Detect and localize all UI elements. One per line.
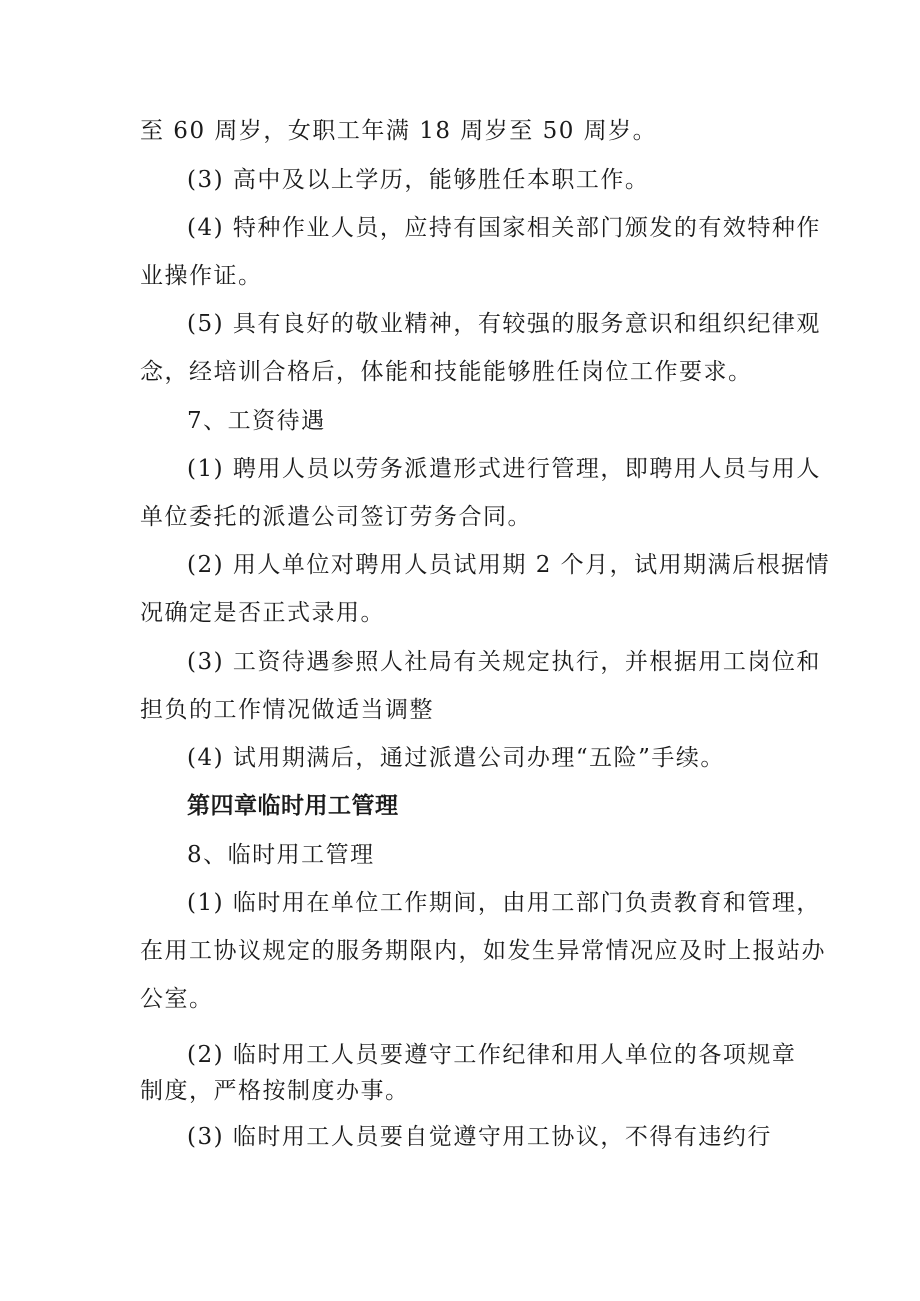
paragraph-line: (3) 临时用工人员要自觉遵守用工协议，不得有违约行 [187,1124,772,1150]
paragraph-line: 况确定是否正式录用。 [140,600,385,626]
paragraph-line: 单位委托的派遣公司签订劳务合同。 [140,504,532,530]
paragraph-line: (2) 用人单位对聘用人员试用期 2 个月，试用期满后根据情 [187,552,831,578]
paragraph-line: 业操作证。 [140,263,263,289]
paragraph-line: 担负的工作情况做适当调整 [140,697,434,723]
section-heading: 8、临时用工管理 [187,842,375,868]
paragraph-line: 在用工协议规定的服务期限内，如发生异常情况应及时上报站办 [140,938,826,964]
paragraph-line: 念，经培训合格后，体能和技能能够胜任岗位工作要求。 [140,359,753,385]
paragraph-line: (3) 工资待遇参照人社局有关规定执行，并根据用工岗位和 [187,649,821,675]
section-heading: 7、工资待遇 [187,408,326,434]
chapter-heading: 第四章临时用工管理 [187,793,399,819]
paragraph-line: 公室。 [140,986,214,1012]
paragraph-line: (2) 临时用工人员要遵守工作纪律和用人单位的各项规章 [187,1042,797,1068]
paragraph-line: (1) 聘用人员以劳务派遣形式进行管理，即聘用人员与用人 [187,456,821,482]
paragraph-line: (1) 临时用在单位工作期间，由用工部门负责教育和管理， [187,890,821,916]
paragraph-line: (5) 具有良好的敬业精神，有较强的服务意识和组织纪律观 [187,311,821,337]
paragraph-line: 至 60 周岁，女职工年满 18 周岁至 50 周岁。 [140,118,658,144]
paragraph-line: 制度，严格按制度办事。 [140,1078,410,1104]
paragraph-line: (4) 试用期满后，通过派遣公司办理“五险”手续。 [187,745,725,771]
paragraph-line: (3) 高中及以上学历，能够胜任本职工作。 [187,167,650,193]
paragraph-line: (4) 特种作业人员，应持有国家相关部门颁发的有效特种作 [187,215,821,241]
